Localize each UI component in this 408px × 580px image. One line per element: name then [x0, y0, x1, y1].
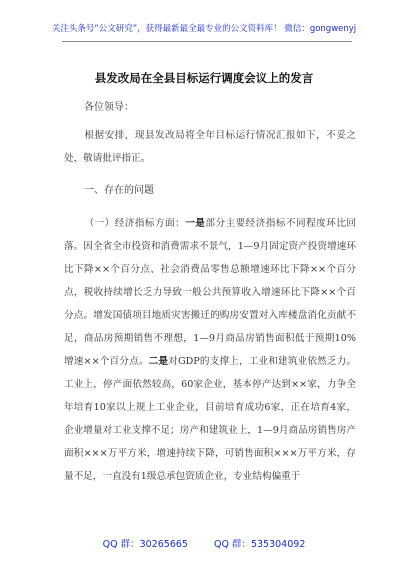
lead-phrase-1: 一是 [185, 218, 206, 229]
body-paragraph [64, 212, 356, 488]
document-title: 县发改局在全县目标运行调度会议上的发言 [94, 71, 314, 85]
body-text-2: 对GDP的支撑上，工业和建筑业依然乏力。工业上，停产面依然较高，60家企业，基本停产达到××家，力争全年培育10家以上规上工业企业，目前培育成功6家，正在培育4家，企业增量对工业支撑不足；房产和建筑业上，1—9月商品房销售房产面积×××万平方米，增速持续下降，可销售面积×××万平方米，存量不足，一直没有1级总承包资质企业，专业结构偏重于 [64, 356, 357, 482]
header-divider [62, 41, 352, 42]
intro-paragraph [64, 124, 356, 170]
section-heading: 一、存在的问题 [84, 185, 154, 196]
body-prefix: （一）经济指标方面： [84, 218, 186, 229]
footer-qq-group-2: QQ 群：535304092 [213, 539, 306, 550]
footer [0, 536, 408, 550]
body-text-1: 部分主要经济指标不同程度环比回落。因全省全市投资和消费需求不景气，1—9月固定资产投资增速环比下降××个百分点、社会消费品零售总额增速环比下降××个百分点，税收持续增长乏力导致一般公共预算收入增速环比下降××个百分点。增发国债项目地质灾害搬迁的购房安置对入库楼盘消化贡献不足，商品房预期销售不理想，1—9月商品房销售面积低于预期10%增速××个百分点。 [64, 218, 357, 367]
lead-phrase-2: 二是 [148, 356, 169, 367]
header-banner: 关注头条号“公文研究”，获得最新最全最专业的公文资料库！ 微信：gongwenyj [51, 24, 357, 34]
greeting: 各位领导： [84, 102, 134, 113]
footer-qq-group-1: QQ 群：30265665 [102, 539, 188, 550]
intro-text: 根据安排，现县发改局将全年目标运行情况汇报如下，不妥之处，敬请批评指正。 [64, 130, 356, 164]
